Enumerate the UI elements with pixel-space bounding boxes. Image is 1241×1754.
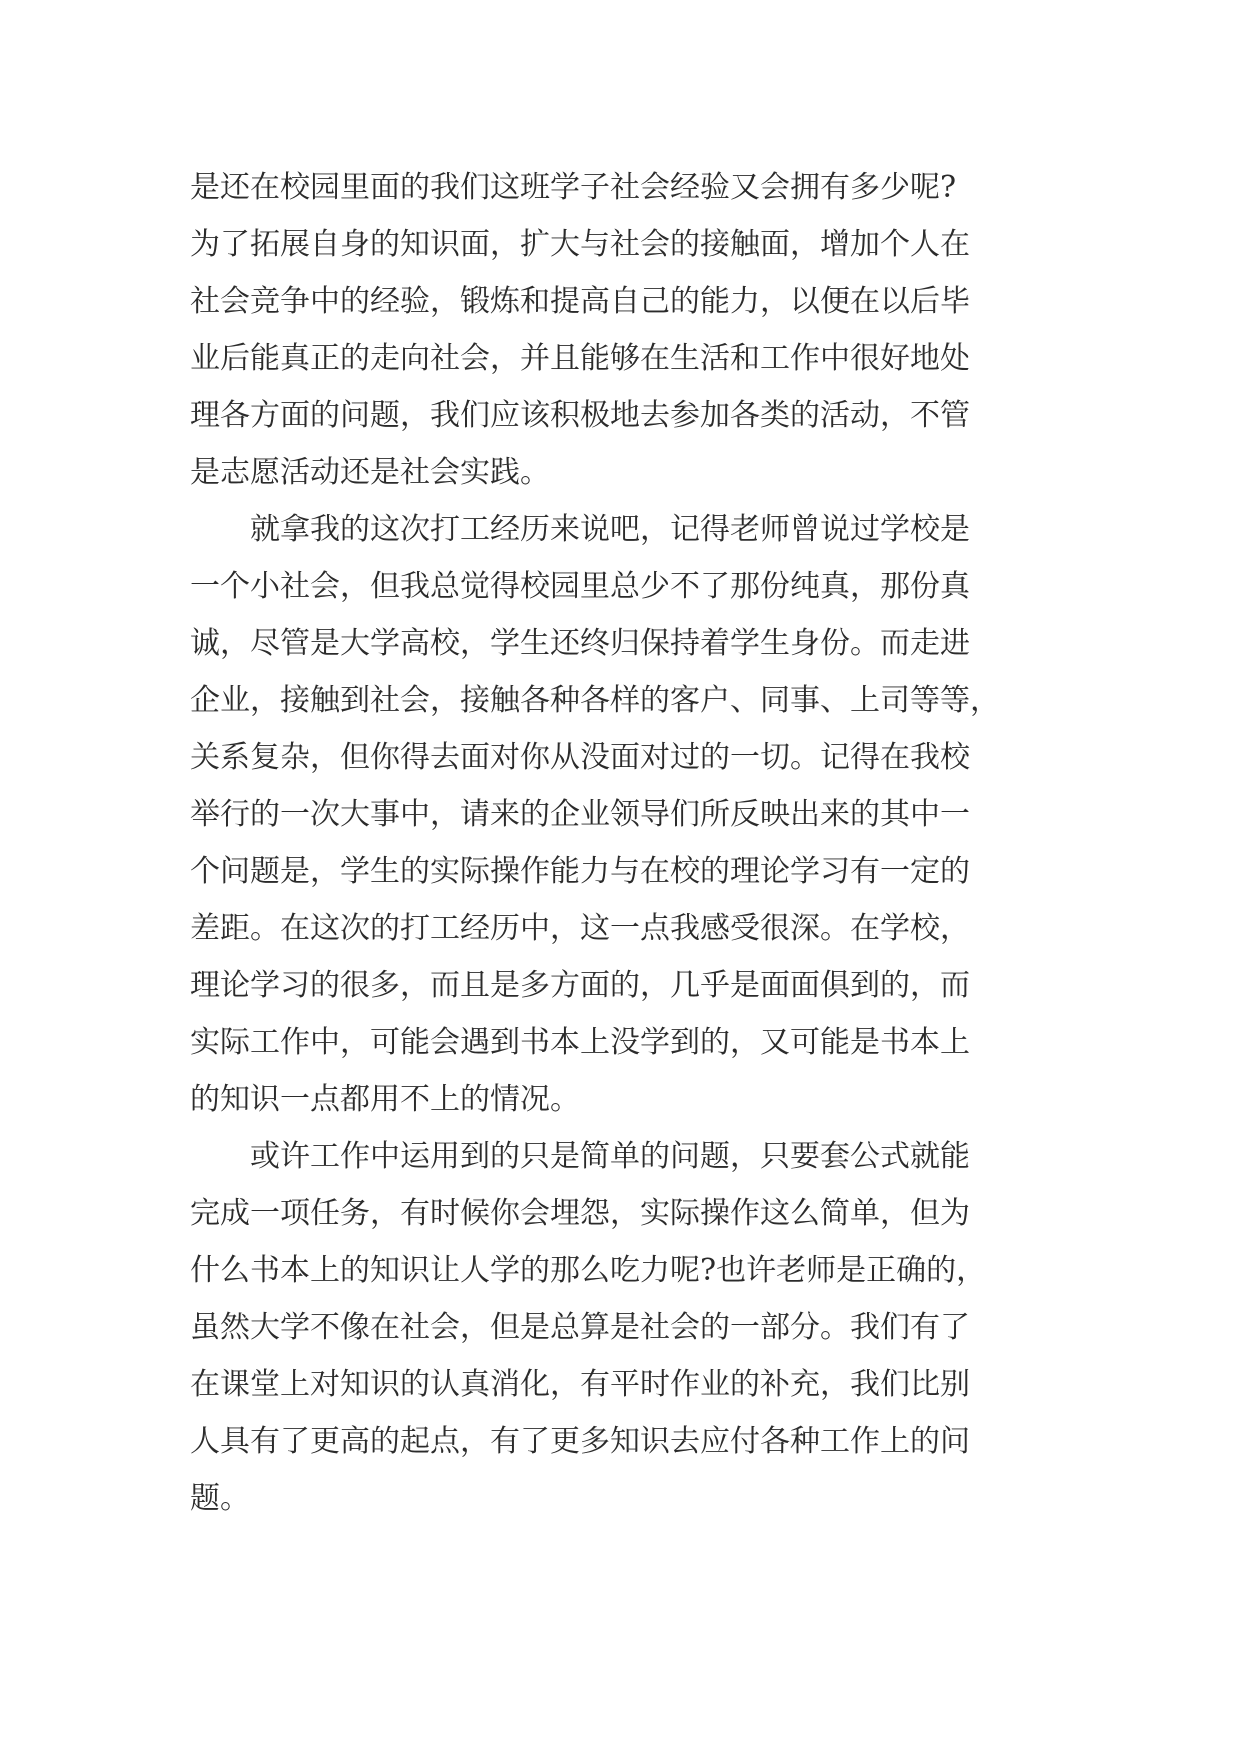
text-line: 理各方面的问题，我们应该积极地去参加各类的活动，不管 xyxy=(190,398,970,433)
text-line: 业后能真正的走向社会，并且能够在生活和工作中很好地处 xyxy=(190,341,970,376)
document-body xyxy=(190,163,1050,1531)
text-line: 诚，尽管是大学高校，学生还终归保持着学生身份。而走进 xyxy=(190,626,970,661)
text-line: 实际工作中，可能会遇到书本上没学到的，又可能是书本上 xyxy=(190,1025,970,1060)
text-line: 是志愿活动还是社会实践。 xyxy=(190,455,550,490)
text-line: 完成一项任务，有时候你会埋怨，实际操作这么简单，但为 xyxy=(190,1196,970,1231)
text-line: 企业，接触到社会，接触各种各样的客户、同事、上司等等， xyxy=(190,683,1000,718)
text-line: 举行的一次大事中，请来的企业领导们所反映出来的其中一 xyxy=(190,797,970,832)
text-line: 或许工作中运用到的只是简单的问题，只要套公式就能 xyxy=(190,1139,970,1174)
text-line: 一个小社会，但我总觉得校园里总少不了那份纯真，那份真 xyxy=(190,569,970,604)
text-line: 就拿我的这次打工经历来说吧，记得老师曾说过学校是 xyxy=(190,512,970,547)
text-line: 是还在校园里面的我们这班学子社会经验又会拥有多少呢? xyxy=(190,170,957,205)
text-line: 人具有了更高的起点，有了更多知识去应付各种工作上的问 xyxy=(190,1424,970,1459)
text-line: 社会竞争中的经验，锻炼和提高自己的能力，以便在以后毕 xyxy=(190,284,970,319)
text-line: 差距。在这次的打工经历中，这一点我感受很深。在学校， xyxy=(190,911,970,946)
text-line: 在课堂上对知识的认真消化，有平时作业的补充，我们比别 xyxy=(190,1367,970,1402)
text-line: 什么书本上的知识让人学的那么吃力呢?也许老师是正确的， xyxy=(190,1253,987,1288)
paragraph-3 xyxy=(190,1132,1050,1524)
text-line: 个问题是，学生的实际操作能力与在校的理论学习有一定的 xyxy=(190,854,970,889)
text-line: 虽然大学不像在社会，但是总算是社会的一部分。我们有了 xyxy=(190,1310,970,1345)
text-line: 题。 xyxy=(190,1481,250,1516)
text-line: 理论学习的很多，而且是多方面的，几乎是面面俱到的，而 xyxy=(190,968,970,1003)
text-line: 为了拓展自身的知识面，扩大与社会的接触面，增加个人在 xyxy=(190,227,970,262)
paragraph-2 xyxy=(190,505,1050,1125)
text-line: 的知识一点都用不上的情况。 xyxy=(190,1082,580,1117)
paragraph-1 xyxy=(190,163,1050,498)
text-line: 关系复杂，但你得去面对你从没面对过的一切。记得在我校 xyxy=(190,740,970,775)
